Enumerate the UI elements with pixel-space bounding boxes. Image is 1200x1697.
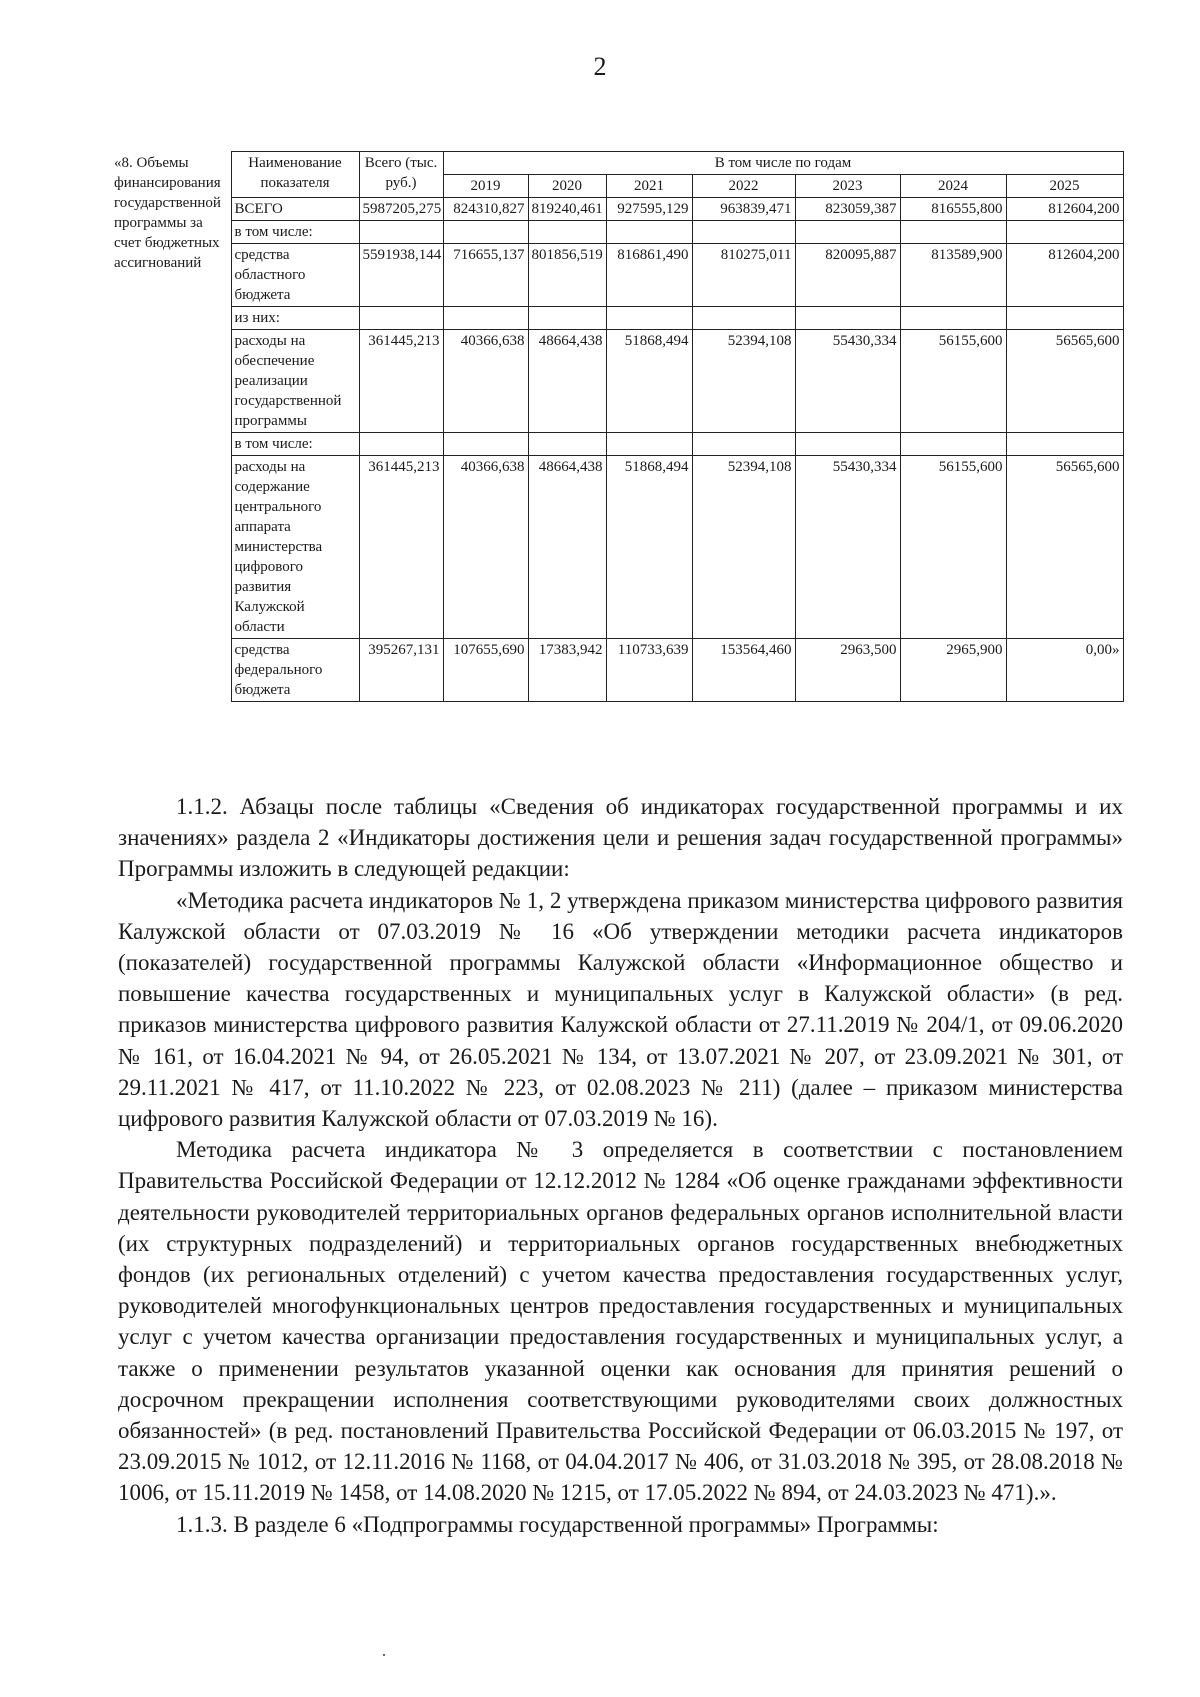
cell-value: 40366,638 bbox=[443, 330, 528, 433]
cell-value bbox=[606, 433, 692, 456]
cell-value: 55430,334 bbox=[795, 456, 900, 639]
cell-value: 824310,827 bbox=[443, 198, 528, 221]
cell-value bbox=[692, 433, 795, 456]
cell-value: 812604,200 bbox=[1006, 198, 1123, 221]
table-row bbox=[112, 244, 1123, 307]
year-header: 2025 bbox=[1006, 175, 1123, 198]
cell-value bbox=[1006, 307, 1123, 330]
cell-value: 5591938,144 bbox=[359, 244, 443, 307]
cell-value: 56155,600 bbox=[900, 456, 1006, 639]
table-row bbox=[112, 198, 1123, 221]
paragraph: Методика расчета индикатора № 3 определяется в соответствии с постановлением Правительства Российской Федерации от 12.12.2012 № 1284 «Об оценке гражданами эффективности деятельности руководителей территориальных органов федеральных органов исполнительной власти (их структурных подразделений) и территориальных органов государственных внебюджетных фондов (их региональных отделений) с учетом качества предоставления государственных услуг, руководителей многофункциональных центров предоставления государственных и муниципальных услуг с учетом качества организации предоставления государственных и муниципальных услуг, а также о применении результатов указанной оценки как основания для принятия решений о досрочном прекращении исполнения соответствующими руководителями своих должностных обязанностей» (в ред. постановлений Правительства Российской Федерации от 06.03.2015 № 197, от 23.09.2015 № 1012, от 12.11.2016 № 1168, от 04.04.2017 № 406, от 31.03.2018 № 395, от 28.08.2018 № 1006, от 15.11.2019 № 1458, от 14.08.2020 № 1215, от 17.05.2022 № 894, от 24.03.2023 № 471).». bbox=[118, 1137, 1123, 1506]
table-row bbox=[112, 456, 1123, 639]
cell-value: 56565,600 bbox=[1006, 456, 1123, 639]
cell-value bbox=[900, 307, 1006, 330]
cell-value: 40366,638 bbox=[443, 456, 528, 639]
table-row bbox=[112, 330, 1123, 433]
scan-speck bbox=[383, 1654, 385, 1656]
table-row bbox=[112, 307, 1123, 330]
row-label: средства областного бюджета bbox=[231, 244, 359, 307]
year-header: 2021 bbox=[606, 175, 692, 198]
cell-value: 816555,800 bbox=[900, 198, 1006, 221]
cell-value: 810275,011 bbox=[692, 244, 795, 307]
page-number: 2 bbox=[593, 52, 607, 81]
cell-value bbox=[900, 221, 1006, 244]
section-label-cell: «8. Объемы финансирования государственной программы за счет бюджетных ассигнований bbox=[112, 152, 231, 702]
paragraph: «Методика расчета индикаторов № 1, 2 утверждена приказом министерства цифрового развития Калужской области от 07.03.2019 № 16 «Об утверждении методики расчета индикаторов (показателей) государственной программы Калужской области «Информационное общество и повышение качества государственных и муниципальных услуг в Калужской области» (в ред. приказов министерства цифрового развития Калужской области от 27.11.2019 № 204/1, от 09.06.2020 № 161, от 16.04.2021 № 94, от 26.05.2021 № 134, от 13.07.2021 № 207, от 23.09.2021 № 301, от 29.11.2021 № 417, от 11.10.2022 № 223, от 02.08.2023 № 211) (далее – приказом министерства цифрового развития Калужской области от 07.03.2019 № 16). bbox=[118, 887, 1123, 1132]
cell-value: 56565,600 bbox=[1006, 330, 1123, 433]
cell-value bbox=[900, 433, 1006, 456]
cell-value bbox=[795, 307, 900, 330]
cell-value bbox=[443, 307, 528, 330]
cell-value bbox=[606, 307, 692, 330]
cell-value bbox=[359, 433, 443, 456]
cell-value bbox=[443, 433, 528, 456]
table-header-row bbox=[112, 152, 1123, 175]
paragraph: 1.1.3. В разделе 6 «Подпрограммы государственной программы» Программы: bbox=[176, 1511, 939, 1537]
paragraph: 1.1.2. Абзацы после таблицы «Сведения об индикаторах государственной программы и их значениях» раздела 2 «Индикаторы достижения цели и решения задач государственной программы» Программы изложить в следующей редакции: bbox=[118, 794, 1123, 882]
cell-value: 51868,494 bbox=[606, 330, 692, 433]
cell-value bbox=[692, 221, 795, 244]
year-header: 2022 bbox=[692, 175, 795, 198]
cell-value bbox=[359, 307, 443, 330]
header-total: Всего (тыс. руб.) bbox=[359, 152, 443, 198]
cell-value: 51868,494 bbox=[606, 456, 692, 639]
cell-value: 56155,600 bbox=[900, 330, 1006, 433]
cell-value bbox=[443, 221, 528, 244]
cell-value: 361445,213 bbox=[359, 456, 443, 639]
table-row bbox=[112, 639, 1123, 702]
cell-value bbox=[795, 433, 900, 456]
year-header: 2019 bbox=[443, 175, 528, 198]
cell-value: 819240,461 bbox=[528, 198, 606, 221]
cell-value: 153564,460 bbox=[692, 639, 795, 702]
row-label: средства федерального бюджета bbox=[231, 639, 359, 702]
year-header: 2023 bbox=[795, 175, 900, 198]
cell-value: 17383,942 bbox=[528, 639, 606, 702]
cell-value bbox=[1006, 221, 1123, 244]
cell-value: 110733,639 bbox=[606, 639, 692, 702]
table-row bbox=[112, 433, 1123, 456]
cell-value: 820095,887 bbox=[795, 244, 900, 307]
cell-value: 716655,137 bbox=[443, 244, 528, 307]
cell-value: 963839,471 bbox=[692, 198, 795, 221]
cell-value: 816861,490 bbox=[606, 244, 692, 307]
row-label: в том числе: bbox=[231, 221, 359, 244]
cell-value: 52394,108 bbox=[692, 330, 795, 433]
financing-table bbox=[112, 151, 1124, 702]
cell-value: 812604,200 bbox=[1006, 244, 1123, 307]
cell-value: 0,00» bbox=[1006, 639, 1123, 702]
cell-value: 801856,519 bbox=[528, 244, 606, 307]
table-row bbox=[112, 221, 1123, 244]
header-years: В том числе по годам bbox=[443, 152, 1123, 175]
cell-value: 2963,500 bbox=[795, 639, 900, 702]
cell-value: 5987205,275 bbox=[359, 198, 443, 221]
row-label: из них: bbox=[231, 307, 359, 330]
cell-value bbox=[692, 307, 795, 330]
cell-value: 48664,438 bbox=[528, 456, 606, 639]
cell-value: 52394,108 bbox=[692, 456, 795, 639]
cell-value: 823059,387 bbox=[795, 198, 900, 221]
cell-value: 48664,438 bbox=[528, 330, 606, 433]
body-text bbox=[118, 791, 1123, 1540]
cell-value bbox=[606, 221, 692, 244]
cell-value: 107655,690 bbox=[443, 639, 528, 702]
cell-value bbox=[795, 221, 900, 244]
cell-value: 361445,213 bbox=[359, 330, 443, 433]
cell-value bbox=[1006, 433, 1123, 456]
cell-value: 813589,900 bbox=[900, 244, 1006, 307]
cell-value: 927595,129 bbox=[606, 198, 692, 221]
row-label: расходы на содержание центрального аппарата министерства цифрового развития Калужской области bbox=[231, 456, 359, 639]
cell-value: 395267,131 bbox=[359, 639, 443, 702]
cell-value bbox=[528, 433, 606, 456]
cell-value bbox=[359, 221, 443, 244]
row-label: в том числе: bbox=[231, 433, 359, 456]
header-name: Наименование показателя bbox=[231, 152, 359, 198]
cell-value: 2965,900 bbox=[900, 639, 1006, 702]
year-header: 2024 bbox=[900, 175, 1006, 198]
cell-value bbox=[528, 307, 606, 330]
row-label: ВСЕГО bbox=[231, 198, 359, 221]
cell-value: 55430,334 bbox=[795, 330, 900, 433]
row-label: расходы на обеспечение реализации государственной программы bbox=[231, 330, 359, 433]
cell-value bbox=[528, 221, 606, 244]
year-header: 2020 bbox=[528, 175, 606, 198]
